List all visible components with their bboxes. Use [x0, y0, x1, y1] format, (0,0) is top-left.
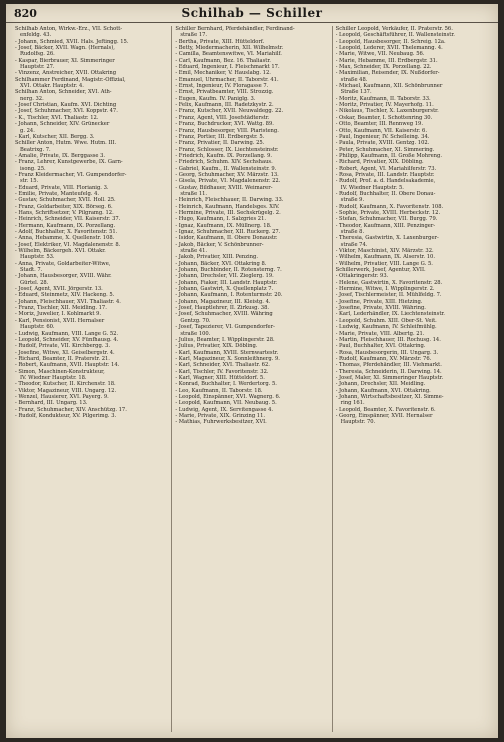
running-head: Schilhab — Schiller: [181, 6, 323, 20]
directory-entry: - Leopold, Beamter, X. Favoritenstr. 6.: [335, 406, 436, 413]
directory-entry: - Maximilian, Reisender, IX. Nußdorfer-: [335, 70, 440, 77]
directory-entry: - Karl, Kaufmann, XVIII. Sternwartestr.: [175, 349, 279, 356]
directory-entry: - Ottakringerstr. 93.: [335, 273, 389, 280]
directory-entry: - Camilla, Beamtenswitwe, VI. Mariahilf.: [175, 51, 282, 58]
directory-entry: - Max, Schneider, IX. Porzellang. 22.: [335, 64, 432, 71]
directory-entry: - Leopold, Kaufmann, VII. Neubaug. 5.: [175, 400, 277, 407]
directory-entry: - Heinrich, Fleischhauer, II. Darwing. 33.: [175, 197, 284, 204]
directory-entry: - Ernst, Privatbeamter, VIII. Strozzig.: [175, 89, 274, 96]
directory-entry: straße 9.: [340, 197, 365, 204]
page-header: [6, 4, 498, 23]
directory-entry: - Josef, Schuhmacher, XVI. Koppstr. 47.: [15, 108, 118, 115]
directory-columns: [12, 26, 492, 732]
directory-entry: - Friedrich, Kaufm. IX. Porzellang. 9.: [175, 152, 273, 159]
directory-entry: - Ignaz, Kaufmann, IX. Müllnerg. 18.: [175, 222, 272, 229]
directory-entry: - Ludwig, Kaufmann, IV. Schleifmühlg.: [335, 324, 437, 331]
directory-entry: - Johann, Schneider, XIV. Grünecker: [15, 121, 110, 128]
directory-entry: - Josef, Agent, XVII. Jörgerstr. 13.: [15, 286, 103, 293]
directory-entry: Schiller Bernhard, Pferdehändler, Ferdinand-: [175, 26, 295, 32]
directory-entry: - Josefine, Private, XVIII. Währing.: [335, 305, 426, 312]
directory-entry: - Franz, Goldarbeiter, XIX. Börseg. 6.: [15, 203, 113, 210]
directory-entry: - Paul, Ingenieur, IV. Schelleing. 34.: [335, 133, 430, 140]
directory-entry: - Karl, Tischler, IV. Favoritenstr. 32.: [175, 368, 269, 375]
directory-entry: - Franz, Portier, III. Erdbergstr. 5.: [175, 133, 265, 140]
directory-entry: - Karl, Pensionist, XVII. Hernalser: [15, 317, 105, 324]
directory-entry: - Helene, Gastwirtin, X. Favoritenstr. 28.: [335, 279, 443, 286]
directory-entry: - Theodor, Kutscher, II. Kirchenstr. 18.: [15, 381, 116, 388]
directory-entry: - Johann, Hausbesorger, XVIII. Währ.: [15, 273, 112, 280]
directory-entry: - Mathias, Fuhrwerksbesitzer, XVI.: [175, 419, 267, 426]
directory-entry: - Marie, Witwe, VII. Neubaug. 56.: [335, 51, 425, 58]
directory-entry: - Theodor, Kaufmann, XIII. Penzinger-: [335, 222, 436, 229]
directory-entry: - Rosa, Hausbesorgerin, III. Ungarg. 3.: [335, 349, 439, 356]
directory-entry: - Leopold, Hausbesorger, II. Schreig. 12a.: [335, 38, 446, 45]
directory-entry: - Bertha, Private, XIII. Hütteldorf.: [175, 38, 265, 45]
directory-entry: - Ernst, Ingenieur, IV. Floragasse 7.: [175, 83, 269, 90]
directory-entry: straße 100.: [180, 330, 211, 337]
directory-entry: - Robert, Kaufmann, XVII. Hauptstr. 14.: [15, 362, 120, 369]
directory-entry: - Karl, Wagner, XIII. Hütteldorf. 5.: [175, 374, 265, 381]
directory-entry: - Theresia, Gastwirtin, X. Laxenburger-: [335, 235, 439, 242]
directory-entry: - Franz, Tischler, XII. Meidling. 17.: [15, 305, 107, 312]
directory-entry: - Franz Kleidermacher, VI. Gumpendorfer-: [15, 171, 127, 178]
directory-entry: - Carl, Kaufmann, Bez. 16. Thaliastr.: [175, 57, 271, 64]
directory-entry: - Julius, Privatier, XIX. Döbling.: [175, 343, 258, 350]
directory-entry: Schiller Leopold, Verkäufer, II. Praterstr. 56.: [335, 26, 453, 32]
directory-entry: - Rudolf, Buchhalter, II. Obere Donau-: [335, 190, 436, 197]
directory-entry: Schilhan Anton, Schneider, XVI. Ath-: [15, 89, 112, 96]
directory-entry: - Ludwig, Agent, IX. Servitengasse 4.: [175, 406, 274, 413]
directory-entry: - Josef, Tischlermeister, II. Mühlfeldg. 7.: [335, 292, 442, 299]
directory-entry: - Johann, Kaufmann, I. Rotenturmstr. 20.: [175, 292, 283, 299]
directory-entry: - Anna, Private, Goldarbeiter-Witwe,: [15, 260, 111, 267]
directory-entry: - Johann, Schmied, XVII. Hals. Jeftingg. 15.: [15, 38, 129, 45]
directory-entry: - Josef Christian, Kaufm. XVI. Dichting: [15, 102, 117, 109]
directory-entry: - Friedrich, Schuhm. XIV. Sechshaus.: [175, 159, 273, 166]
directory-entry: - Felix, Kaufmann, III. Radetzkystr. 2.: [175, 102, 274, 109]
directory-entry: - Moritz, Kaufmann, II. Taborstr. 33.: [335, 95, 431, 102]
page-number: 820: [14, 7, 37, 20]
directory-entry: Gentzg. 70.: [180, 317, 211, 324]
directory-entry: - Marie, Private, VIII. Albertg. 21.: [335, 330, 425, 337]
directory-entry: - Franz, Privatier, II. Darwing. 25.: [175, 140, 265, 147]
directory-entry: - Leopold, Lederer, XVII. Thelemanng. 4.: [335, 45, 443, 52]
directory-entry: - Josef, Schuhmacher, XVIII. Währing: [175, 311, 273, 318]
directory-entry: Hauptstr. 70.: [340, 419, 376, 426]
column-1: [12, 26, 172, 732]
directory-entry: straße 11.: [180, 190, 208, 197]
directory-entry: Beatrixg. 7.: [20, 146, 51, 153]
directory-entry: - Paula, Private, XVIII. Gentzg. 102.: [335, 140, 430, 147]
directory-entry: str. 15.: [20, 178, 39, 185]
directory-entry: - Hugo, Kaufmann, I. Salzgries 21.: [175, 216, 267, 223]
directory-entry: - Rudolf, Kaufmann, X. Favoritenstr. 108.: [335, 203, 444, 210]
directory-entry: isong. 25.: [20, 165, 46, 172]
directory-entry: - Paul, Buchhalter, XVI. Ottakring.: [335, 343, 426, 350]
directory-entry: ring 161.: [340, 400, 365, 407]
directory-entry: - Hermine, Private, III. Sechskrügelg. 2.: [175, 209, 281, 216]
directory-entry: straße 41.: [180, 248, 208, 255]
directory-entry: - Josef, Bäcker, XVII. Wagn. (Hernals),: [15, 45, 115, 52]
directory-entry: - Otto, Kaufmann, VII. Kaiserstr. 6.: [335, 127, 428, 134]
directory-entry: - Franz, Buchdrucker, XVI. Wattg. 89.: [175, 121, 274, 128]
directory-entry: - Ludwig, Kaufmann, VIII. Lange G. 52.: [15, 330, 119, 337]
directory-entry: - Franz, Hausbesorger, VIII. Piaristeng.: [175, 127, 279, 134]
directory-entry: - Bernhard, III. Ungarg. 13.: [15, 400, 88, 407]
directory-entry: - Leopold, Schneider, XV. Fünfhausg. 4.: [15, 336, 119, 343]
directory-entry: - Johann, Drechsler, VII. Zieglerg. 19.: [175, 273, 274, 280]
directory-entry: - Leopold, Einspänner, XVI. Wagnerg. 6.: [175, 393, 281, 400]
directory-entry: - Vinzenz, Anstreicher, XVII. Ottakring: [15, 70, 117, 77]
directory-entry: - Franz, Kutscher, XVII. Neuwaldegg. 22.: [175, 108, 284, 115]
directory-entry: - Rudolf, Kondukteur, XV. Pilgerimg. 3.: [15, 412, 117, 419]
directory-entry: - Julius, Beamter, I. Wipplingerstr. 28.: [175, 336, 275, 343]
directory-entry: - Georg, Einspänner, XVII. Hernalser: [335, 412, 433, 419]
directory-entry: - Eduard, Private, VIII. Florianig. 3.: [15, 184, 109, 191]
directory-entry: - Theresia, Schneiderin, II. Darwing. 14.: [335, 368, 442, 375]
directory-entry: enfeldg. 43.: [20, 32, 52, 39]
directory-entry: Stadt. 7.: [20, 267, 43, 274]
directory-entry: - Karl, Lederhändler, IX. Liechtensteinstr.: [335, 311, 445, 318]
directory-entry: - Richard, Privatier, XIX. Döbling.: [335, 159, 424, 166]
directory-entry: - Gisela, Private, VI. Magdalenenstr. 22.: [175, 178, 281, 185]
column-2: [172, 26, 332, 732]
directory-entry: - Richard, Beamter, II. Praterstr. 21.: [15, 355, 110, 362]
directory-entry: - Simon, Maschinen-Konstrukteur,: [15, 368, 105, 375]
directory-entry: - Moriz, Juwelier, I. Kohlmarkt 9.: [15, 311, 102, 318]
directory-entry: Schiller Anton, Hutm. Wwe. Hutm. III.: [15, 140, 117, 147]
directory-entry: Gürtel. 28.: [20, 279, 49, 286]
directory-entry: - Stefan, Schuhmacher, VII. Burgg. 79.: [335, 216, 438, 223]
directory-entry: - Franz, Lehrer, Kunstgewerbe, IX. Garn-: [15, 159, 123, 166]
directory-entry: - Gustav, Bildhauer, XVIII. Weimarer-: [175, 184, 273, 191]
directory-entry: Schillerwerk, Josef, Agentur, XVII.: [335, 267, 426, 274]
directory-entry: - Marie, Hebamme, III. Erdbergstr. 31.: [335, 57, 438, 64]
directory-entry: - Oskar, Beamter, I. Schottenring 30.: [335, 114, 433, 121]
directory-entry: - Konrad, Buchhalter, I. Werdertorg. 5.: [175, 381, 277, 388]
directory-entry: Straße 137.: [340, 89, 372, 96]
directory-entry: - Marie, Private, XIX. Grinzing 11.: [175, 412, 266, 419]
directory-entry: - Gabriel, Kaufm., II. Wallensteinstr. 9.: [175, 165, 277, 172]
directory-entry: - Heinrich, Schneider, VII. Kaiserstr. 37.: [15, 216, 121, 223]
directory-entry: XVI. Ottakr. Hauptstr. 4.: [20, 83, 84, 90]
directory-entry: IV. Wiedner Hauptstr. 18.: [20, 374, 87, 381]
directory-entry: - Eduard, Ingenieur, I. Fleischmarkt 17.: [175, 64, 280, 71]
directory-entry: - Johann, Gastwirt, X. Quellenplatz 7.: [175, 286, 274, 293]
directory-entry: - Hermann, Kaufmann, IX. Porzellang.: [15, 222, 116, 229]
directory-entry: - Thomas, Pferdehändler, III. Viehmarkt.: [335, 362, 442, 369]
directory-entry: - Rudolf, Kaufmann, XV. Märzstr. 76.: [335, 355, 432, 362]
directory-entry: - Wilhelm, Bäckergeh. XVI. Ottakr.: [15, 248, 106, 255]
directory-entry: - Amalie, Private, IX. Berggasse 3.: [15, 152, 106, 159]
directory-entry: - Karl, Schneider, XVI. Thaliastr. 62.: [175, 362, 270, 369]
directory-entry: - Johann, Magazineur, III. Kleistg. 4.: [175, 298, 271, 305]
directory-entry: - Karl, Magazineur, X. Sonnleithnerg. 9.: [175, 355, 280, 362]
directory-entry: straße 74.: [340, 241, 368, 248]
directory-entry: - Hans, Schriftsetzer, V. Pilgramg. 12.: [15, 209, 114, 216]
directory-entry: - Johann, Wirtschaftsbesitzer, XI. Simme-: [335, 393, 444, 400]
directory-entry: - Kaspar, Bierbrauer, XI. Simmeringer: [15, 57, 115, 64]
directory-entry: IV. Wiedner Hauptstr. 5.: [340, 184, 404, 191]
directory-entry: - Nikolaus, Tischler, X. Laxenburgerstr.: [335, 108, 439, 115]
directory-entry: - Emil, Mechaniker, V. Hauslabg. 12.: [175, 70, 271, 77]
directory-entry: - Martin, Fleischhauer, III. Rochusg. 14.: [335, 336, 441, 343]
directory-entry: - Georg, Schuhmacher, XV. Märzstr. 13.: [175, 171, 279, 178]
directory-entry: - Ignaz, Schuhmacher, XII. Ruckerg. 27.: [175, 229, 281, 235]
directory-entry: - Heinrich, Kaufmann, Handelsges. XIV.: [175, 203, 280, 210]
directory-entry: straße 48.: [340, 76, 368, 83]
column-3: [333, 26, 492, 732]
directory-entry: - Josef, Hauptlehrer, II. Zirkusg. 38.: [175, 305, 270, 312]
directory-entry: Rudolfsg. 26.: [20, 51, 55, 58]
directory-entry: - Michael, Kaufmann, XII. Schönbrunner: [335, 83, 443, 90]
directory-entry: - Josef, Elektriker, VI. Magdalenenstr. 8.: [15, 241, 121, 248]
directory-entry: - Philipp, Kaufmann, II. Große Mohreng.: [335, 152, 442, 159]
directory-entry: - Leopold, Geschäftsführer, II. Wallensteinstr.: [335, 32, 455, 39]
directory-entry: - Viktor, Maschinist, XIV. Märzstr. 32.: [335, 248, 434, 255]
directory-entry: - Emanuel, Uhrmacher, II. Taborstr. 41.: [175, 76, 279, 83]
directory-entry: - Eugen, Kaufm. IV. Paniglg. 3.: [175, 95, 256, 102]
directory-entry: - Jakob, Bäcker, V. Schönbrunner-: [175, 241, 264, 248]
directory-entry: - Peter, Schuhmacher, XI. Simmering.: [335, 146, 435, 153]
directory-entry: - Johann, Fleischhauer, XVI. Thaliastr. 4.: [15, 298, 121, 305]
directory-entry: - Leopold, Schuhm. XIII. Ober-St. Veit.: [335, 317, 437, 324]
directory-entry: - Wilhelm, Privatier, VIII. Lange G. 5.: [335, 260, 433, 267]
directory-entry: - Anna, Hebamme, X. Quellenstr. 108.: [15, 235, 115, 242]
directory-entry: Schilhammer Ferdinand, Magistr.-Offizial,: [15, 76, 126, 83]
directory-entry: - Josefine, Witwe, XI. Geiselbergstr. 4.: [15, 349, 115, 356]
directory-entry: Hauptstr. 27.: [20, 64, 55, 71]
directory-entry: - Franz, Schlosser, IX. Liechtensteinstr.: [175, 146, 279, 153]
directory-entry: straße 8.: [340, 229, 365, 235]
directory-entry: nerg. 32.: [20, 95, 44, 102]
directory-entry: - Sophie, Private, XVIII. Herbeckstr. 12.: [335, 209, 441, 216]
directory-page: [6, 4, 498, 738]
directory-entry: - Rudolf, Prof. a. d. Handelsakademie,: [335, 178, 436, 185]
directory-entry: - Johann, Bäcker, XVI. Ottakring 8.: [175, 260, 267, 267]
directory-entry: - Rudolf, Private, VII. Kirchbergg. 3.: [15, 343, 111, 350]
directory-entry: - Johann, Kaufmann, XVI. Ottakring.: [335, 387, 431, 394]
directory-entry: - K., Tischler, XVI. Thaliastr. 12.: [15, 114, 99, 121]
directory-entry: - Gustav, Schuhmacher, XVII. Holl. 25.: [15, 197, 116, 204]
directory-entry: - Eduard, Steinmetz, XIV. Hackeng. 5.: [15, 292, 115, 299]
directory-entry: - Moritz, Privatier, IV. Mayerhofg. 11.: [335, 102, 434, 109]
directory-entry: - Franz, Agent, VIII. Josefstädterstr.: [175, 114, 270, 121]
directory-entry: - Leo, Kaufmann, II. Taborstr. 18.: [175, 387, 263, 394]
directory-entry: - Johann, Fiaker, III. Landstr. Hauptstr.: [175, 279, 278, 286]
directory-entry: g. 24.: [20, 127, 35, 134]
directory-entry: - Hermine, Witwe, I. Wipplingerstr. 2.: [335, 286, 435, 293]
directory-entry: straße 17.: [180, 32, 208, 39]
directory-entry: - Rosa, Private, III. Landstr. Hauptstr.: [335, 171, 435, 178]
directory-entry: - Johann, Drechsler, XII. Meidling.: [335, 381, 426, 388]
directory-entry: - Wilhelm, Kaufmann, IX. Alserstr. 10.: [335, 254, 435, 261]
directory-entry: - Josefine, Private, XIII. Hietzing.: [335, 298, 423, 305]
directory-entry: - Robert, Agent, VI. Mariahilferstr. 73.: [335, 165, 437, 172]
directory-entry: - Franz, Schuhmacher, XIV. Anschützg. 17.: [15, 406, 127, 413]
directory-entry: - Otto, Beamter, III. Rennweg 19.: [335, 121, 423, 128]
directory-entry: Hauptstr. 53.: [20, 254, 55, 261]
directory-entry: - Betty, Miedermacherin, XII. Wilhelmstr.: [175, 45, 284, 52]
directory-entry: - Emilie, Private, Manteufelg. 4.: [15, 190, 100, 197]
directory-entry: Hauptstr. 60.: [20, 324, 55, 331]
directory-entry: Schilhab Anton, Wirkw.-Erz., VII. Schott-: [15, 26, 123, 32]
directory-entry: - Jakob, Privatier, XIII. Penzing.: [175, 254, 258, 261]
directory-entry: - Josef, Tapezierer, VI. Gumpendorfer-: [175, 324, 275, 331]
directory-entry: - Viktor, Magazineur, VIII. Ungarg. 12.: [15, 387, 117, 394]
directory-entry: - Josef, Maler, XI. Simmeringer Hauptstr.: [335, 374, 444, 381]
directory-entry: - Johann, Buchbinder, II. Rotensterng. 7.: [175, 267, 282, 274]
directory-entry: - Karl, Kutscher, XII. Bergg. 3.: [15, 133, 95, 140]
directory-entry: - Wenzel, Hausierer, XVI. Payerg. 9.: [15, 393, 109, 400]
directory-entry: - Adolf, Buchhalter, X. Favoritenstr. 51.: [15, 229, 118, 235]
directory-entry: - Isidor, Kaufmann, II. Obere Donaustr.: [175, 235, 278, 242]
